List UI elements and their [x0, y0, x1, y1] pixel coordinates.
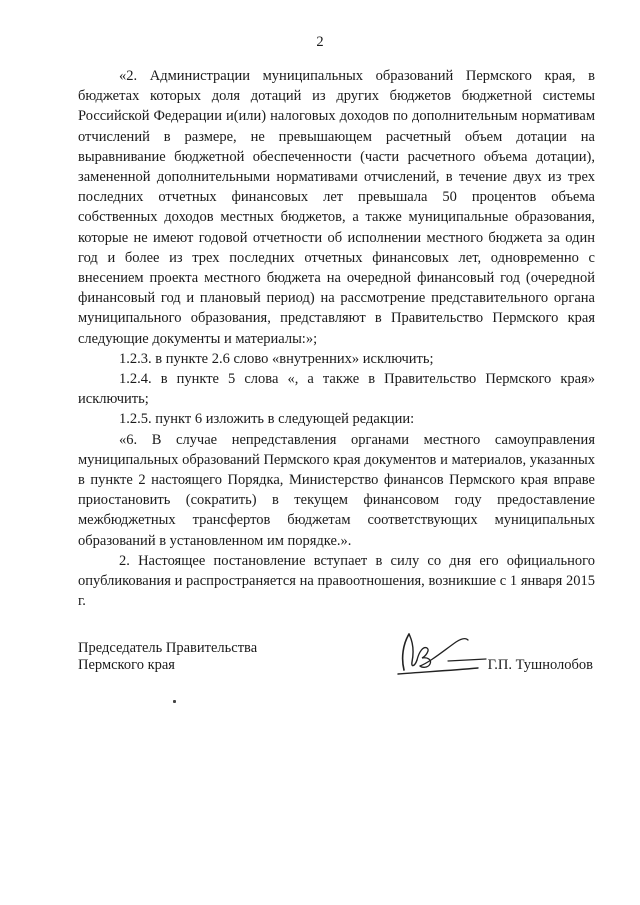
document-body	[78, 66, 595, 611]
paragraph-amendment-clause-6: «6. В случае непредставления органами местного самоуправления муниципальных образований Пермского края документов и материалов, указанных в пункте 2 настоящего Порядка, Министерство финансов Пермского края вправе приостановить (сократить) в текущем финансовом году предоставление межбюджетных трансфертов бюджетам соответствующих муниципальных образований в установленном им порядке.».	[78, 431, 595, 549]
page-number: 2	[316, 34, 324, 50]
paragraph-1-2-3: 1.2.3. в пункте 2.6 слово «внутренних» исключить;	[119, 350, 434, 367]
paragraph-1-2-5: 1.2.5. пункт 6 изложить в следующей редакции:	[119, 411, 415, 428]
handwritten-signature	[390, 622, 492, 680]
paragraph-effective-date: 2. Настоящее постановление вступает в силу со дня его официального опубликования и распространяется на правоотношения, возникшие с 1 января 2015 г.	[78, 552, 595, 610]
paragraph-1-2-4: 1.2.4. в пункте 5 слова «, а также в Правительство Пермского края» исключить;	[78, 371, 595, 408]
signer-title	[78, 640, 257, 674]
scan-speck	[173, 700, 176, 703]
signature-block	[78, 640, 595, 700]
paragraph-amendment-clause-2: «2. Администрации муниципальных образований Пермского края, в бюджетах которых доля дотаций из других бюджетов бюджетной системы Российской Федерации и(или) налоговых доходов по дополнительным нормативам отчислений в размере, не превышающем расчетный объем дотации на выравнивание бюджетной обеспеченности (части расчетного объема дотации), замененной дополнительными нормативами отчислений, в течение двух из трех последних отчетных финансовых лет превышала 50 процентов объема собственных доходов местных бюджетов, а также муниципальные образования, которые не имеют годовой отчетности об исполнении местного бюджета за один год и более из трех последних отчетных финансовых лет, одновременно с внесением проекта местного бюджета на очередной финансовый год (очередной финансовый год и плановый период) на рассмотрение представительного органа муниципального образования, представляют в Правительство Пермского края следующие документы и материалы:»;	[78, 68, 595, 347]
signer-name: Г.П. Тушнолобов	[487, 657, 593, 673]
signer-title-line-1: Председатель Правительства	[78, 640, 258, 656]
signer-title-line-2: Пермского края	[78, 657, 175, 673]
